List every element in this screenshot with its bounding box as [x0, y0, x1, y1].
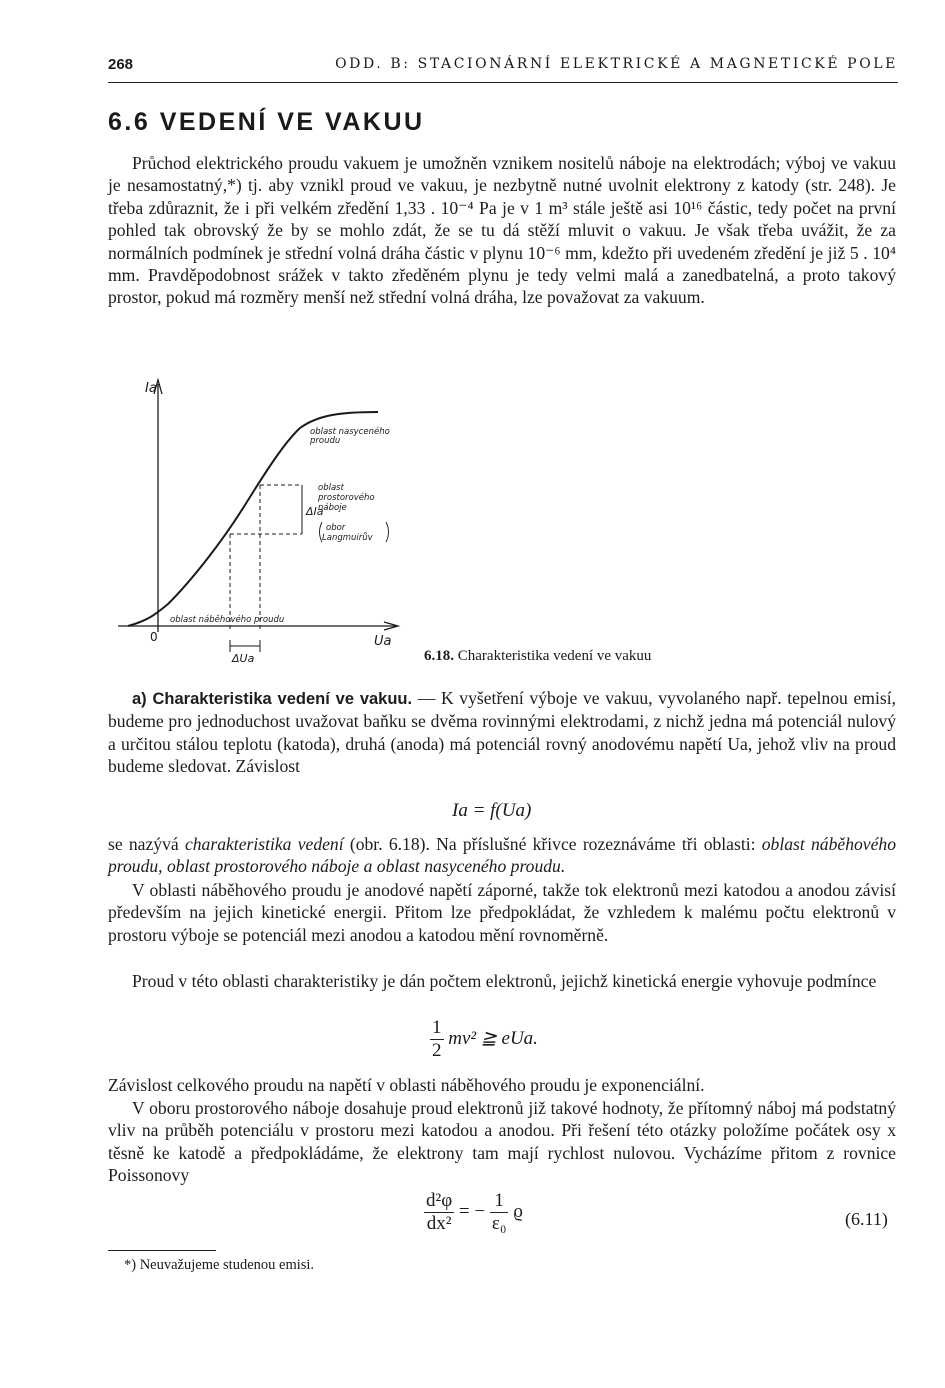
figure-caption	[424, 648, 651, 665]
characteristic-curve	[128, 412, 378, 626]
three-regions: oblast náběhového proudu, oblast prostorového náboje a oblast nasyceného proudu.	[108, 834, 897, 877]
page-number: 268	[108, 56, 134, 73]
origin-label: 0	[150, 630, 158, 644]
page-header	[108, 56, 898, 83]
text-run: se nazývá	[108, 834, 185, 854]
region-start-label: oblast náběhového proudu	[170, 615, 285, 625]
paragraph-poisson: V oboru prostorového náboje dosahuje proud elektronů již takové hodnoty, že přítomný náboj má podstatný vliv na průběh potenciálu v prostoru mezi katodou a anodou. Při řešení této otázky položíme počátek osy x těsně ke katodě a předpokládáme, že elektrony tam mají rychlost nulovou. Vycházíme přitom z rovnice Poissonovy	[108, 1098, 896, 1186]
region-saturation-line2: proudu	[310, 436, 341, 446]
caption-text: Charakteristika vedení ve vakuu	[457, 648, 652, 664]
poisson-lhs-num: d²φ	[426, 1190, 453, 1211]
paragraph-nabeh: V oblasti náběhového proudu je anodové napětí záporné, takže tok elektronů mezi katodou a anodou závisí především na jejich kinetické energii. Přitom lze předpokládat, že vzhledem k malému počtu elektronů v prostoru výboje se potenciál mezi anodou a katodou mění rovnoměrně.	[108, 880, 896, 945]
term-characteristic: charakteristika vedení	[184, 834, 344, 854]
langmuir-paren-right	[386, 522, 389, 542]
y-axis-label: Ia	[145, 381, 157, 396]
formula-energy	[430, 1017, 538, 1062]
region-space-charge-line3: náboje	[318, 503, 347, 513]
langmuir-note-line2: Langmuirův	[322, 533, 373, 543]
x-axis-arrow	[384, 622, 398, 630]
y-axis-arrow	[154, 380, 162, 394]
section-a-paragraph	[108, 687, 896, 778]
poisson-lhs-den: dx²	[426, 1213, 452, 1234]
energy-rest: mv² ≧ eUa.	[448, 1027, 538, 1049]
region-space-charge-line1: oblast	[318, 483, 344, 493]
poisson-rhs-num: 1	[490, 1190, 509, 1213]
caption-number: 6.18.	[424, 648, 454, 664]
formula-characteristic: Ia = f(Ua)	[452, 800, 532, 821]
fraction-half	[430, 1017, 444, 1062]
paragraph-exponential: Závislost celkového proudu na napětí v oblasti náběhového proudu je exponenciální.	[108, 1075, 705, 1095]
region-space-charge-line2: prostorového	[318, 493, 375, 503]
poisson-rhs-den: ε₀	[491, 1213, 507, 1234]
poisson-lhs	[424, 1190, 454, 1235]
footnote: *) Neuvažujeme studenou emisi.	[124, 1257, 315, 1273]
x-axis-label: Ua	[374, 634, 392, 649]
text-run: (obr. 6.18). Na příslušné křivce rozeznáváme tři oblasti:	[343, 834, 756, 854]
paragraph-proud: Proud v této oblasti charakteristiky je dán počtem elektronů, jejichž kinetická energie vyhovuje podmínce	[132, 971, 877, 991]
langmuir-note-line1: obor	[326, 523, 346, 533]
delta-i-label: ΔIa	[306, 505, 324, 518]
equation-number: (6.11)	[845, 1209, 888, 1229]
intro-paragraph: Průchod elektrického proudu vakuem je umožněn vznikem nositelů náboje na elektrodách; výboj ve vakuu je nesamostatný,*) tj. aby vznikl proud ve vakuu, je nezbytně nutné uvolnit elektrony z katody (str. 248). Je třeba zdůraznit, že i při velkém zředění 1,33 . 10⁻⁴ Pa je v 1 m³ stále ještě asi 10¹⁶ částic, tedy počet na první pohled tak obrovský že by se mohlo zdát, že se tu dá stěží mluvit o vakuu. Je však třeba uvážit, že za normálních podmínek je střední volná dráha částic v plynu 10⁻⁶ mm, kdežto při uvedeném zředění je již 5 . 10⁴ mm. Pravděpodobnost srážek v takto zředěném plynu je tedy velmi malá a zanedbatelná, a proto takový prostor, pokud má rozměry menší než střední volná dráha, lze považovat za vakuum.	[108, 153, 896, 308]
section-title: 6.6 VEDENÍ VE VAKUU	[108, 108, 425, 136]
langmuir-paren-left	[320, 522, 323, 542]
section-a-text: — K vyšetření výboje ve vakuu, vyvolaného např. tepelnou emisí, budeme pro jednoduchost uvažovat baňku se dvěma rovinnými elektrodami, z nichž jedna má potenciál nulový a určitou stálou teplotu (katoda), druhá (anoda) má potenciál rovný anodovému napětí Ua, jehož vliv na proud budeme sledovat. Závislost	[108, 688, 896, 777]
footnote-rule	[108, 1250, 216, 1251]
fraction-num: 1	[432, 1017, 442, 1038]
region-saturation-line1: oblast nasyceného	[310, 427, 390, 437]
section-a-heading: a) Charakteristika vedení ve vakuu.	[132, 690, 413, 708]
formula-poisson	[424, 1190, 523, 1235]
fraction-den: 2	[432, 1040, 442, 1061]
running-head: ODD. B: STACIONÁRNÍ ELEKTRICKÉ A MAGNETICKÉ POLE	[335, 56, 898, 72]
poisson-eq: = −	[458, 1200, 486, 1222]
poisson-rhs	[490, 1190, 509, 1235]
paragraph-characteristic	[108, 833, 896, 878]
delta-u-label: ΔUa	[232, 652, 255, 665]
poisson-rho: ϱ	[513, 1200, 523, 1222]
